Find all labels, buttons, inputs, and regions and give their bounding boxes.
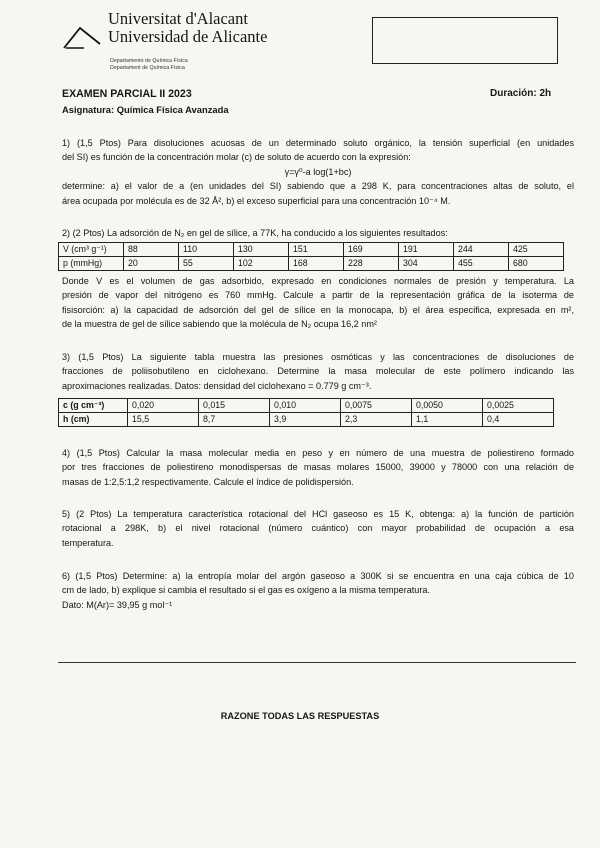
q5-line: rotacional a 298K, b) el nivel rotacional (número cuántico) con mayor probabilidad de ocupación a esa (62, 523, 574, 534)
table-cell: 191 (399, 243, 454, 257)
q5-line: temperatura. (62, 537, 114, 548)
question-6 (62, 569, 574, 612)
q4-line: por tres fracciones de poliestireno monodispersas de masas molares 15000, 39000 y 78000 con una relación de (62, 462, 574, 473)
question-1 (62, 136, 574, 208)
table-cell: 228 (344, 257, 399, 271)
q3-line: 3) (1,5 Ptos) La siguiente tabla muestra las presiones osmóticas y las concentraciones de disoluciones de (62, 352, 574, 362)
footer-note: RAZONE TODAS LAS RESPUESTAS (220, 711, 380, 721)
q2-intro: 2) (2 Ptos) La adsorción de N₂ en gel de sílice, a 77K, ha conducido a los siguientes resultados: (62, 228, 448, 238)
q1-formula: γ=γ⁰-a log(1+bc) (284, 166, 352, 177)
table-cell: 55 (179, 257, 234, 271)
table-cell: 680 (509, 257, 564, 271)
question-4 (62, 446, 574, 489)
q2-line: presión de vapor del nitrógeno es 760 mmHg. Calcule a partir de la representación gráfica de la isoterma de (62, 290, 574, 301)
q3-table (58, 398, 554, 427)
student-name-box[interactable] (372, 17, 558, 64)
q4-line: 4) (1,5 Ptos) Calcular la masa molecular media en peso y en número de una muestra de poliestireno formado (62, 448, 574, 458)
table-cell: 425 (509, 243, 564, 257)
university-name-ca: Universitat d'Alacant (108, 9, 248, 28)
table-cell: 151 (289, 243, 344, 257)
q6-line: cm de lado, b) explique si cambia el resultado si el gas es oxígeno a la misma temperatura. (62, 585, 430, 596)
table-cell: 20 (124, 257, 179, 271)
table-row (59, 413, 554, 427)
q4-line: masas de 1:2,5:1,2 respectivamente. Calcule el índice de polidispersión. (62, 476, 354, 487)
table-row (59, 257, 564, 271)
table-cell: 0,0075 (341, 399, 412, 413)
table-cell: 168 (289, 257, 344, 271)
q1-line: 1) (1,5 Ptos) Para disoluciones acuosas de un determinado soluto orgánico, la tensión superficial (en unidades (62, 138, 574, 148)
department-es: Departament de Química Física (110, 65, 185, 71)
q5-line: 5) (2 Ptos) La temperatura característica rotacional del HCl gaseoso es 15 K, obtenga: a) la función de partición (62, 509, 574, 519)
table-row (59, 399, 554, 413)
university-logo-icon (62, 24, 102, 52)
department-ca: Departamento de Química Física (110, 58, 188, 64)
table-cell: h (cm) (59, 413, 128, 427)
table-cell: 130 (234, 243, 289, 257)
table-cell: 304 (399, 257, 454, 271)
table-row (59, 243, 564, 257)
question-2-body (62, 274, 574, 332)
q3-line: fracciones de poliisobutileno en ciclohexano. Determine la masa molecular de este polímero indicando las (62, 366, 574, 377)
q2-line: de la muestra de gel de sílice sabiendo que la molécula de N₂ ocupa 16,2 nm² (62, 319, 377, 330)
q1-line: del SI) es función de la concentración molar (c) de soluto de acuerdo con la expresión: (62, 152, 411, 163)
q2-line: fisisorción: a) la capacidad de adsorción del gel de sílice en la monocapa, b) el área especifica, expresada en m², (62, 304, 574, 315)
table-cell: 2,3 (341, 413, 412, 427)
table-cell: 102 (234, 257, 289, 271)
table-cell: c (g cm⁻³) (59, 399, 128, 413)
table-cell: V (cm³ g⁻¹) (59, 243, 124, 257)
q2-table (58, 242, 564, 271)
q6-line: Dato: M(Ar)= 39,95 g mol⁻¹ (62, 599, 173, 610)
table-cell: 8,7 (199, 413, 270, 427)
exam-subject: Asignatura: Química Física Avanzada (62, 104, 229, 115)
table-cell: 244 (454, 243, 509, 257)
table-cell: 110 (179, 243, 234, 257)
table-cell: 1,1 (412, 413, 483, 427)
exam-duration: Duración: 2h (490, 88, 552, 99)
table-cell: 0,0025 (483, 399, 554, 413)
q2-line: Donde V es el volumen de gas adsorbido, expresado en condiciones normales de presión y temperatura. La (62, 276, 574, 286)
table-cell: 455 (454, 257, 509, 271)
q6-line: 6) (1,5 Ptos) Determine: a) la entropía molar del argón gaseoso a 300K si se encuentra en una caja cúbica de 10 (62, 571, 574, 581)
question-3 (62, 350, 574, 393)
table-cell: 0,020 (128, 399, 199, 413)
table-cell: 0,4 (483, 413, 554, 427)
q1-line: área ocupada por molécula es de 32 Å², b) el exceso superficial para una concentración 10⁻⁴ M. (62, 195, 451, 206)
university-name-es: Universidad de Alicante (108, 27, 268, 46)
q3-line: aproximaciones realizadas. Datos: densidad del ciclohexano = 0.779 g cm⁻³. (62, 380, 372, 391)
divider (58, 662, 576, 663)
table-cell: 0,0050 (412, 399, 483, 413)
table-cell: 0,010 (270, 399, 341, 413)
exam-title: EXAMEN PARCIAL II 2023 (62, 88, 192, 100)
q1-line: determine: a) el valor de a (en unidades del SI) sabiendo que a 298 K, para concentraciones altas de soluto, el (62, 181, 574, 192)
table-cell: p (mmHg) (59, 257, 124, 271)
question-2-intro (62, 226, 574, 240)
question-5 (62, 507, 574, 550)
table-cell: 15,5 (128, 413, 199, 427)
table-cell: 169 (344, 243, 399, 257)
table-cell: 3,9 (270, 413, 341, 427)
table-cell: 0,015 (199, 399, 270, 413)
table-cell: 88 (124, 243, 179, 257)
